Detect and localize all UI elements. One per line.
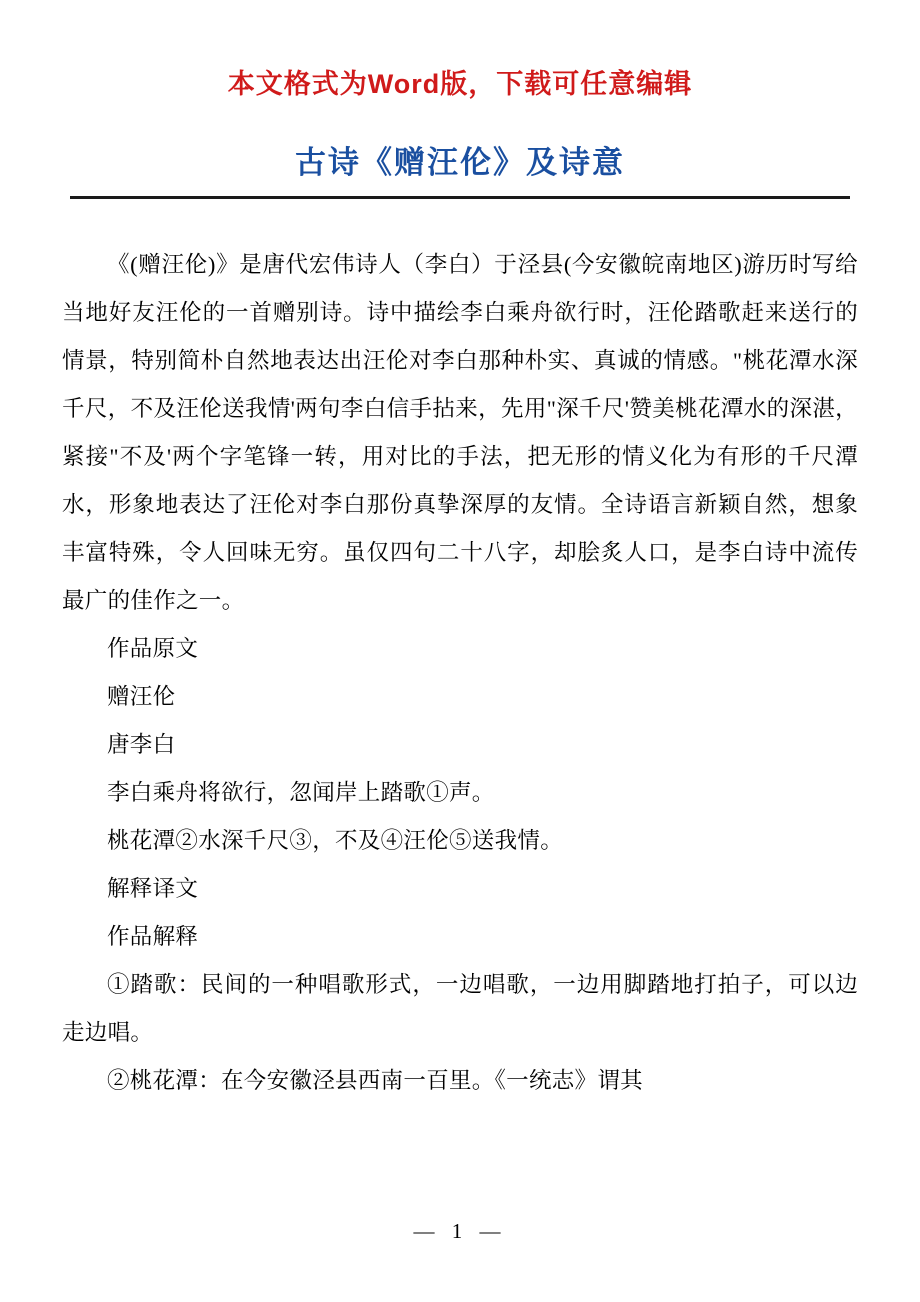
paragraph: 李白乘舟将欲行，忽闻岸上踏歌①声。 bbox=[107, 780, 495, 805]
document-body bbox=[62, 241, 858, 1105]
word-format-banner: 本文格式为Word版，下载可任意编辑 bbox=[227, 69, 693, 99]
paragraph: ①踏歌：民间的一种唱歌形式，一边唱歌，一边用脚踏地打拍子，可以边走边唱。 bbox=[62, 972, 858, 1045]
paragraph: 作品解释 bbox=[107, 924, 199, 949]
paragraph: 《(赠汪伦)》是唐代宏伟诗人（李白）于泾县(今安徽皖南地区)游历时写给当地好友汪伦的一首赠别诗。诗中描绘李白乘舟欲行时，汪伦踏歌赶来送行的情景，特别简朴自然地表达出汪伦对李白那种朴实、真诚的情感。"桃花潭水深千尺，不及汪伦送我情'两句李白信手拈来，先用"深千尺'赞美桃花潭水的深湛，紧接"不及'两个字笔锋一转，用对比的手法，把无形的情义化为有形的千尺潭水，形象地表达了汪伦对李白那份真挚深厚的友情。全诗语言新颖自然，想象丰富特殊，令人回味无穷。虽仅四句二十八字，却脍炙人口，是李白诗中流传最广的佳作之一。 bbox=[62, 252, 858, 613]
paragraph: ②桃花潭：在今安徽泾县西南一百里。《一统志》谓其 bbox=[107, 1068, 643, 1093]
paragraph: 作品原文 bbox=[107, 636, 199, 661]
paragraph: 唐李白 bbox=[107, 732, 176, 757]
page-footer: — 1 — bbox=[413, 1219, 507, 1243]
paragraph: 解释译文 bbox=[107, 876, 199, 901]
page-title: 古诗《赠汪伦》及诗意 bbox=[295, 145, 625, 180]
paragraph: 桃花潭②水深千尺③，不及④汪伦⑤送我情。 bbox=[107, 828, 564, 853]
title-divider bbox=[70, 196, 850, 199]
paragraph: 赠汪伦 bbox=[107, 684, 176, 709]
